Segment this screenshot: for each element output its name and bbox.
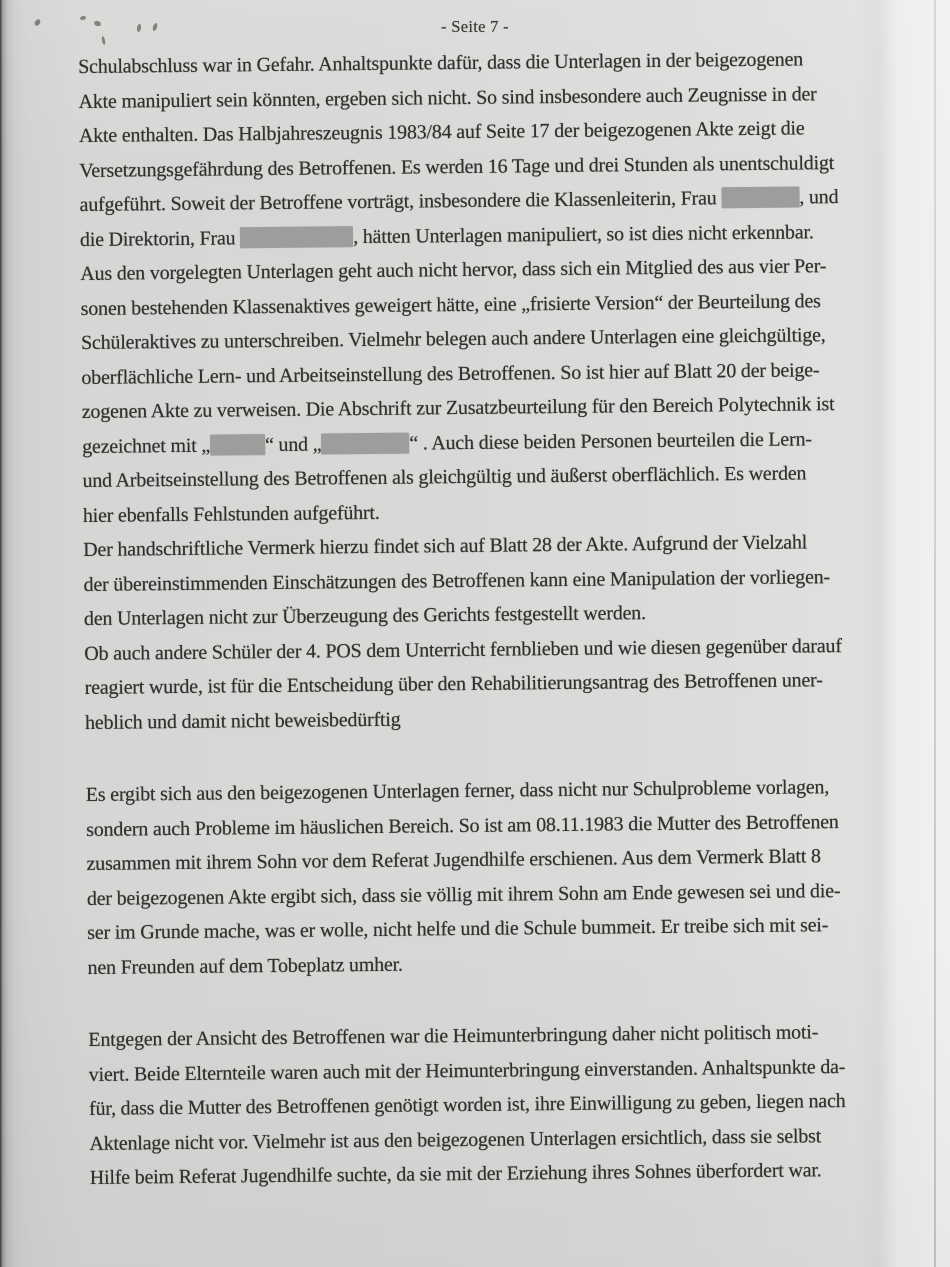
page-number-header: - Seite 7 - xyxy=(441,17,509,36)
redaction-block xyxy=(210,434,265,456)
text-segment: viert. Beide Elternteile waren auch mit der Heimunterbringung einverstanden. Anhaltspunkte da- xyxy=(88,1055,846,1086)
text-line xyxy=(90,1153,890,1196)
redaction-block xyxy=(721,186,799,208)
text-segment: “ . Auch diese beiden Personen beurteilen die Lern- xyxy=(409,427,812,455)
text-segment: reagiert wurde, ist für die Entscheidung über den Rehabilitierungsantrag des Betroffenen uner- xyxy=(84,669,823,699)
text-segment: gezeichnet mit „ xyxy=(82,434,211,458)
text-segment: , und xyxy=(799,186,839,209)
text-segment: Aus den vorgelegten Unterlagen geht auch nicht hervor, dass sich ein Mitglied des aus vier Per- xyxy=(80,255,827,285)
paragraph xyxy=(88,1015,890,1196)
text-segment: der übereinstimmenden Einschätzungen des Betroffenen kann eine Manipulation der vorliegen- xyxy=(83,565,831,596)
text-segment: Akte enthalten. Das Halbjahreszeugnis 1983/84 auf Seite 17 der beigezogenen Akte zeigt die xyxy=(78,117,805,147)
text-segment: Hilfe beim Referat Jugendhilfe suchte, da sie mit der Erziehung ihres Sohnes überfordert war. xyxy=(89,1159,822,1189)
text-segment: den Unterlagen nicht zur Überzeugung des Gerichts festgestellt werden. xyxy=(83,602,646,630)
text-segment: Ob auch andere Schüler der 4. POS dem Unterricht fernblieben und wie diesen gegenüber darauf xyxy=(84,634,842,665)
text-segment: für, dass die Mutter des Betroffenen genötigt worden ist, ihre Einwilligung zu geben, liegen nach xyxy=(88,1090,846,1120)
text-segment: , hätten Unterlagen manipuliert, so ist dies nicht erkennbar. xyxy=(353,220,814,248)
text-segment: sonen bestehenden Klassenaktives geweigert hätte, eine „frisierte Version“ der Beurteilung des xyxy=(80,289,821,320)
text-segment: Es ergibt sich aus den beigezogenen Unterlagen ferner, dass nicht nur Schulprobleme vorlagen, xyxy=(85,776,830,806)
text-segment: die Direktorin, Frau xyxy=(79,226,241,251)
paragraph xyxy=(78,42,883,533)
text-segment: und Arbeitseinstellung des Betroffenen als gleichgültig und äußerst oberflächlich. Es werden xyxy=(82,462,807,492)
document-body xyxy=(78,42,890,1196)
paragraph xyxy=(84,628,885,740)
text-segment: heblich und damit nicht beweisbedürftig xyxy=(84,708,401,734)
text-segment: Aktenlage nicht vor. Vielmehr ist aus den beigezogenen Unterlagen ersichtlich, dass sie selbst xyxy=(89,1124,822,1155)
text-segment: sondern auch Probleme im häuslichen Bereich. So ist am 08.11.1983 die Mutter des Betroffenen xyxy=(86,810,839,841)
paragraph xyxy=(83,525,884,637)
text-segment: Der handschriftliche Vermerk hierzu findet sich auf Blatt 28 der Akte. Aufgrund der Vielzahl xyxy=(83,531,808,561)
text-segment: “ und „ xyxy=(264,432,322,456)
text-segment: ser im Grunde mache, was er wolle, nicht helfe und die Schule bummeit. Er treibe sich mit sei- xyxy=(87,914,829,944)
paper-right-edge xyxy=(934,0,936,1267)
text-segment: Akte manipuliert sein könnten, ergeben sich nicht. So sind insbesondere auch Zeugnisse in der xyxy=(78,82,817,113)
scan-left-edge xyxy=(0,0,14,1267)
text-segment: zusammen mit ihrem Sohn vor dem Referat Jugendhilfe erschienen. Aus dem Vermerk Blatt 8 xyxy=(86,845,821,875)
text-segment: nen Freunden auf dem Tobeplatz umher. xyxy=(87,953,403,979)
text-segment: aufgeführt. Soweit der Betroffene vorträgt, insbesondere die Klassenleiterin, Frau xyxy=(79,187,722,216)
redaction-block xyxy=(240,226,353,248)
text-segment: Schüleraktives zu unterschreiben. Vielmehr belegen auch andere Unterlagen eine gleichgültige, xyxy=(80,324,826,354)
text-segment: Entgegen der Ansicht des Betroffenen war die Heimunterbringung daher nicht politisch moti- xyxy=(88,1021,819,1051)
text-segment: oberflächliche Lern- und Arbeitseinstellung des Betroffenen. So ist hier auf Blatt 20 der beige- xyxy=(81,358,820,389)
text-segment: Schulabschluss war in Gefahr. Anhaltspunkte dafür, dass die Unterlagen in der beigezogenen xyxy=(78,48,804,78)
text-segment: hier ebenfalls Fehlstunden aufgeführt. xyxy=(82,501,380,527)
text-segment: Versetzungsgefährdung des Betroffenen. Es werden 16 Tage und drei Stunden als unentschuldigt xyxy=(79,151,835,182)
text-segment: der beigezogenen Akte ergibt sich, dass sie völlig mit ihrem Sohn am Ende gewesen sei und die- xyxy=(86,879,841,910)
redaction-block xyxy=(321,432,409,454)
paragraph xyxy=(86,770,888,985)
text-segment: zogenen Akte zu verweisen. Die Abschrift zur Zusatzbeurteilung für den Bereich Polytechnik ist xyxy=(81,393,835,423)
ink-speck xyxy=(101,36,106,45)
